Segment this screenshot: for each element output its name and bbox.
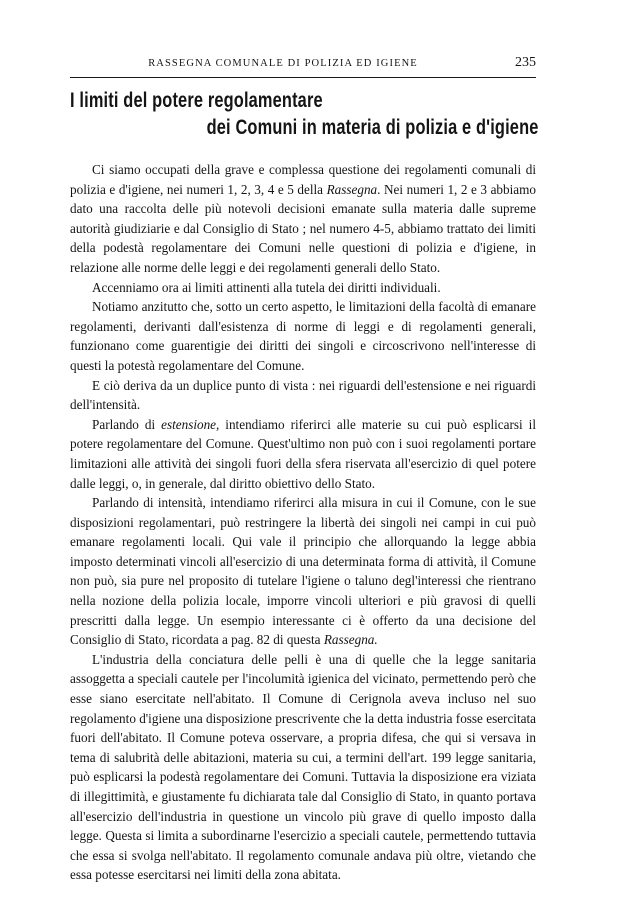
article-title-line-2: dei Comuni in materia di polizia e d'igiene bbox=[206, 116, 538, 139]
paragraph-4: E ciò deriva da un duplice punto di vista : nei riguardi dell'estensione e nei riguardi dell'intensità. bbox=[70, 377, 536, 413]
paragraph-6-text-a: Parlando di intensità, intendiamo riferirci alla misura in cui il Comune, con le sue disposizioni regolamentari, può restringere la libertà dei singoli nei campi in cui può emanare regolamenti locali. Qui vale il principio che allorquando la legge abbia imposto determinati vincoli all'esercizio di una determinata forma di attività, il Comune non può, sia pure nel proposito di tutelare l'igiene o taluno degl'interessi che rientrano nella nozione della polizia locale, imporre vincoli ulteriori e più gravosi di quelli prescritti dalla legge. Un esempio interessante ci è offerto da una decisione del Consiglio di Stato, ricordata a pag. 82 di questa bbox=[70, 495, 536, 648]
paragraph-6-italic: Rassegna. bbox=[323, 632, 378, 648]
paragraph-1-text-a: Ci siamo occupati della grave e complessa questione dei regolamenti comunali di polizia e d'igiene, nei numeri 1, 2, 3, 4 e 5 della bbox=[70, 162, 536, 197]
running-title: RASSEGNA COMUNALE DI POLIZIA ED IGIENE bbox=[148, 58, 418, 69]
article-body bbox=[70, 160, 536, 885]
running-header bbox=[70, 50, 536, 72]
paragraph-1-text-c: . Nei numeri 1, 2 e 3 abbiamo dato una raccolta delle più notevoli decisioni emanate sulla materia dalle supreme autorità giudiziarie e dal Consiglio di Stato ; nel numero 4-5, abbiamo trattato dei limiti della podestà regolamentare dei Comuni nelle questioni di polizia e d'igiene, in relazione alle norme delle leggi e dei regolamenti generali dello Stato. bbox=[70, 181, 536, 275]
paragraph-5-italic: estensione, bbox=[161, 416, 220, 432]
header-rule bbox=[70, 77, 536, 78]
page-number: 235 bbox=[515, 55, 536, 70]
paragraph-1-italic: Rassegna bbox=[326, 181, 378, 197]
paragraph-7: L'industria della conciatura delle pelli è una di quelle che la legge sanitaria assoggetta a speciali cautele per l'incolumità igienica del vicinato, permettendo però che esse siano esercitate nell'abitato. Il Comune di Cerignola aveva incluso nel suo regolamento d'igiene una disposizione prescrivente che la detta industria fosse esercitata fuori dell'abitato. Il Comune poteva osservare, a propria difesa, che qui si versava in tema di salubrità delle abitazioni, materia su cui, a termini dell'art. 199 legge sanitaria, può esplicarsi la podestà regolamentare dei Comuni. Tuttavia la disposizione era viziata di illegittimità, e giustamente fu dichiarata tale dal Consiglio di Stato, in quanto portava all'esercizio dell'industria in questione un vincolo più grave di quello imposto dalla legge. Questa si limita a subordinarne l'esercizio a speciali cautele, permettendo tuttavia che essa si svolga nell'abitato. Il regolamento comunale andava più oltre, vietando che essa potesse esercitarsi nei limiti della zona abitata. bbox=[70, 651, 536, 883]
paragraph-1 bbox=[70, 160, 536, 278]
paragraph-5-text-a: Parlando di bbox=[92, 416, 162, 432]
paragraph-2: Accenniamo ora ai limiti attinenti alla tutela dei diritti individuali. bbox=[92, 279, 441, 295]
paragraph-5-text-c: intendiamo riferirci alle materie su cui può esplicarsi il potere regolamentare del Comune. Quest'ultimo non può con i suoi regolamenti portare limitazioni alle attività dei singoli fuori della sfera riservata all'esercizio di quel potere dalle leggi, o, in generale, dal diritto obiettivo dello Stato. bbox=[70, 416, 536, 491]
article-title-line-1: I limiti del potere regolamentare bbox=[70, 89, 323, 112]
paragraph-6 bbox=[70, 493, 536, 650]
paragraph-5 bbox=[70, 415, 536, 493]
paragraph-3: Notiamo anzitutto che, sotto un certo aspetto, le limitazioni della facoltà di emanare regolamenti, derivanti dall'esistenza di norme di leggi e di regolamenti generali, funzionano come guarentigie dei diritti dei singoli e circoscrivono nell'interesse di questi la potestà regolamentare del Comune. bbox=[70, 299, 536, 373]
